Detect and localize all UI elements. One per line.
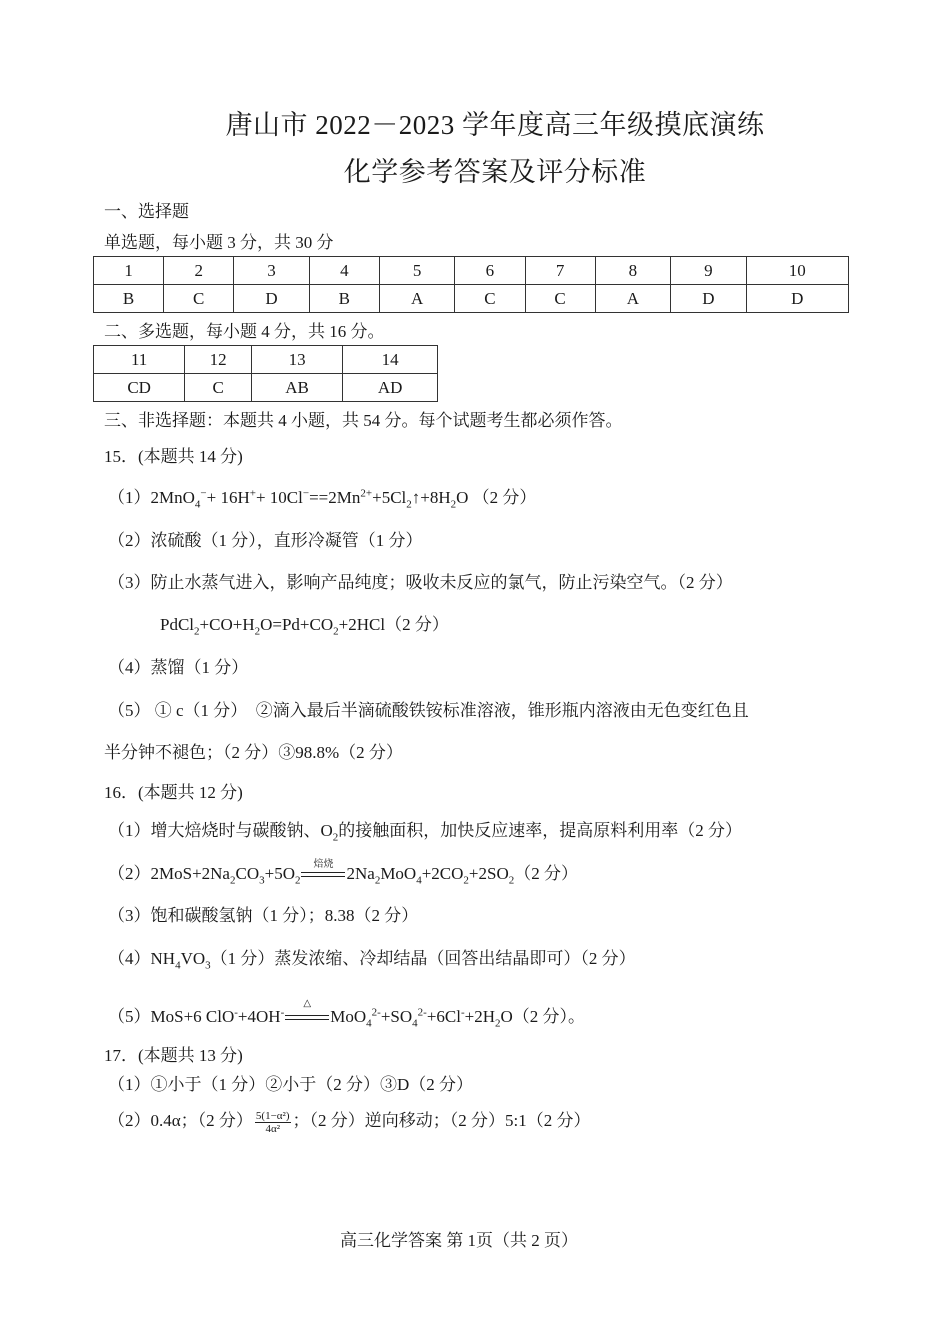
section3-heading: 三、非选择题：本题共 4 小题，共 54 分。每个试题考生都必须作答。 — [104, 411, 623, 430]
table-cell: A — [379, 285, 454, 313]
table-cell: 4 — [309, 257, 379, 285]
section2-heading: 二、多选题，每小题 4 分，共 16 分。 — [104, 322, 385, 341]
table-cell: 11 — [94, 346, 185, 374]
single-choice-table — [93, 256, 849, 313]
q15-answer-4: （4）蒸馏（1 分） — [108, 658, 249, 677]
heat-condition-sign: △ — [285, 1011, 329, 1025]
table-cell: D — [234, 285, 309, 313]
table-cell: 6 — [455, 257, 525, 285]
q17-answer-2: （2）0.4α；（2 分） $\frac{\text{5(1−α²)}}{\text{4α²}}$ ；（2 分）逆向移动；（2 分）5:1（2 分） — [108, 1109, 591, 1135]
fraction-expression: $\frac{\text{5(1−α²)}}{\text{4α²}}$ — [255, 1109, 290, 1135]
q17-title: 17．(本题共 13 分) — [104, 1046, 243, 1065]
page-title: 唐山市 2022－2023 学年度高三年级摸底演练 — [225, 110, 765, 140]
table-cell: D — [746, 285, 848, 313]
q15-answer-5: （5） ① c（1 分） ②滴入最后半滴硫酸铁铵标准溶液，锥形瓶内溶液由无色变红色且 — [108, 701, 749, 720]
q15-answer-2: （2）浓硫酸（1 分），直形冷凝管（1 分） — [108, 531, 423, 550]
q17-answer-1: （1）①小于（1 分）②小于（2 分）③D（2 分） — [108, 1075, 474, 1094]
table-cell: AB — [251, 374, 342, 402]
table-cell: 14 — [343, 346, 438, 374]
table-row-numbers — [94, 346, 438, 374]
table-cell: AD — [343, 374, 438, 402]
q16-answer-3: （3）饱和碳酸氢钠（1 分）；8.38（2 分） — [108, 906, 419, 925]
table-cell: 13 — [251, 346, 342, 374]
table-cell: 10 — [746, 257, 848, 285]
table-cell: B — [94, 285, 164, 313]
section1-subheading: 单选题，每小题 3 分，共 30 分 — [104, 233, 334, 252]
q16-answer-4: $(4)NH_4VO_3(1$ 分）蒸发浓缩、冷却结晶（回答出结晶即可）（2 分） — [108, 949, 636, 972]
table-cell: C — [525, 285, 595, 313]
q15-answer-1: $(1)2MnO_4^-+ 16H^++ 10Cl^-==2Mn^{2+}+5Cl_2↑+8H_2O$ （2 分） — [108, 487, 537, 511]
table-row-numbers — [94, 257, 849, 285]
q15-answer-3-equation: $PdCl_2+CO+H_2O=Pd+CO_2+2HCl(2$ 分） — [160, 615, 449, 638]
table-cell: C — [455, 285, 525, 313]
q16-answer-5: （5）MoS+6 ClO-+4OH- △ $MoO_4^{2-}+SO_4^{2-}+6Cl^-+2H_2O(2$ 分）。 — [108, 998, 586, 1030]
q16-answer-1: （1）增大焙烧时与碳酸钠、$O_2$的接触面积，加快反应速率，提高原料利用率（2 分） — [108, 821, 743, 844]
table-cell: 3 — [234, 257, 309, 285]
q15-title: 15．(本题共 14 分) — [104, 447, 243, 466]
page-subtitle: 化学参考答案及评分标准 — [343, 157, 647, 187]
table-cell: C — [185, 374, 252, 402]
table-cell: A — [595, 285, 670, 313]
table-cell: 9 — [671, 257, 746, 285]
multi-choice-table — [93, 345, 438, 402]
table-cell: 8 — [595, 257, 670, 285]
q16-title: 16．(本题共 12 分) — [104, 783, 243, 802]
page-footer: 高三化学答案 第 1页（共 2 页） — [340, 1231, 578, 1250]
table-cell: 12 — [185, 346, 252, 374]
section1-heading: 一、选择题 — [104, 202, 189, 221]
table-cell: CD — [94, 374, 185, 402]
q15-answer-3: （3）防止水蒸气进入，影响产品纯度；吸收未反应的氯气，防止污染空气。（2 分） — [108, 573, 733, 592]
table-row-answers — [94, 285, 849, 313]
q16-answer-2: $(2)2MoS+2Na_2CO_3+5O_2$ 焙烧 $2Na_2MoO_4+2CO_2+2SO_2(2$ 分） — [108, 859, 578, 887]
table-cell: 5 — [379, 257, 454, 285]
table-cell: B — [309, 285, 379, 313]
table-cell: 7 — [525, 257, 595, 285]
q15-answer-5-cont: 半分钟不褪色；（2 分）③98.8%（2 分） — [104, 743, 403, 762]
table-cell: C — [164, 285, 234, 313]
table-cell: D — [671, 285, 746, 313]
table-cell: 1 — [94, 257, 164, 285]
table-row-answers — [94, 374, 438, 402]
table-cell: 2 — [164, 257, 234, 285]
reaction-condition-sign: 焙烧 — [301, 868, 345, 882]
